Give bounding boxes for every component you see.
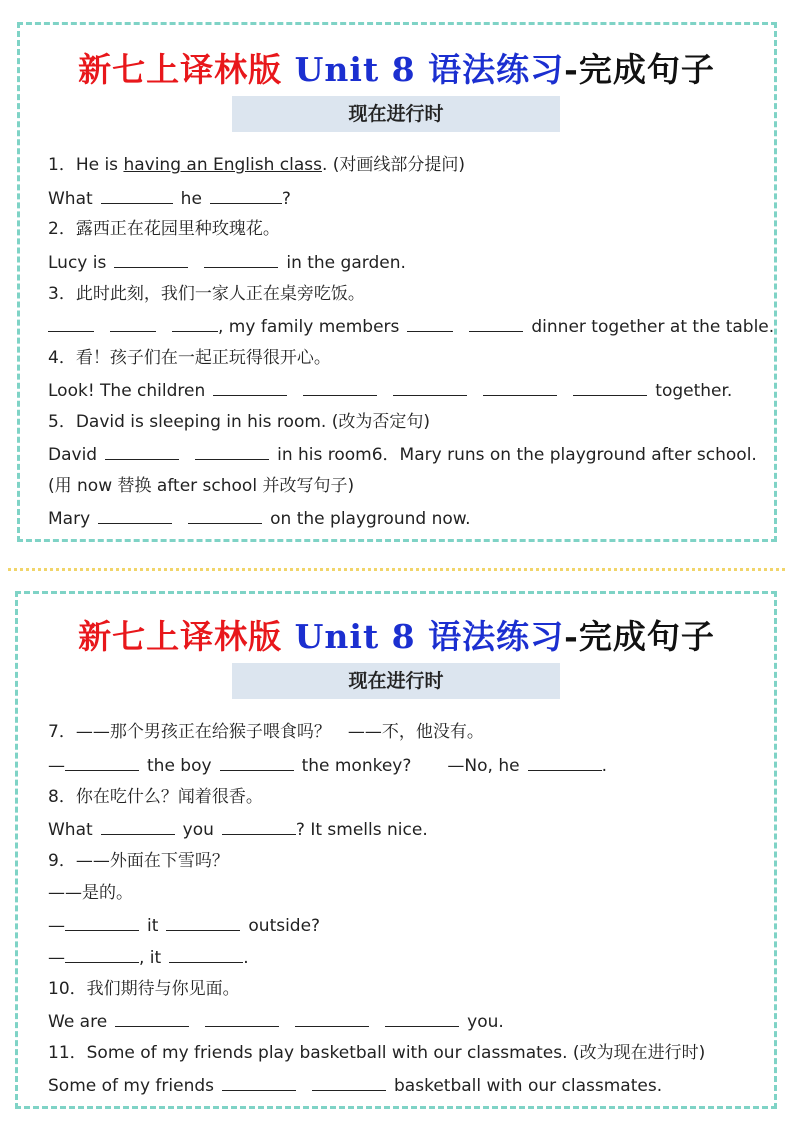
a11-text-a: Some of my friends [48,1076,215,1096]
blank[interactable] [204,251,278,268]
card1-title-red: 新七上译林版 [78,50,283,89]
card1-subtitle: 现在进行时 [232,96,560,132]
a9a-text-c: outside? [248,916,321,936]
a10-text-b: you. [467,1012,504,1032]
blank[interactable] [407,315,453,332]
blank[interactable] [101,187,173,204]
blank[interactable] [65,946,139,963]
card1-title-blue: Unit 8 语法练习 [294,50,565,89]
question-10: 10．我们期待与你见面。 [48,979,240,999]
blank[interactable] [213,379,287,396]
question-5: 5．David is sleeping in his room. (改为否定句) [48,412,430,432]
question-9: 9．——外面在下雪吗？ [48,851,229,871]
blank[interactable] [303,379,377,396]
blank[interactable] [65,754,139,771]
card2-title-red: 新七上译林版 [78,617,283,656]
blank[interactable] [65,914,139,931]
card2-subtitle: 现在进行时 [232,663,560,699]
a5-text-a: David [48,445,98,465]
answer-10 [48,1010,504,1033]
q1-text-b: . (对画线部分提问) [321,155,466,175]
answer-5 [48,443,757,466]
blank[interactable] [205,1010,279,1027]
card2-title-blue: Unit 8 语法练习 [294,617,565,656]
blank[interactable] [312,1074,386,1091]
blank[interactable] [98,507,172,524]
answer-2 [48,251,406,274]
a8-text-c: ? It smells nice. [295,820,428,840]
answer-4 [48,379,732,402]
question-4: 4．看！孩子们在一起正玩得很开心。 [48,348,331,368]
answer-9b [48,946,249,969]
a7-text-e: . [601,756,607,776]
a2-text-b: in the garden. [286,253,406,273]
a9a-text-b: it [147,916,159,936]
blank[interactable] [222,818,296,835]
blank[interactable] [528,754,602,771]
question-6-instruction: (用 now 替换 after school 并改写句子) [48,476,355,496]
a7-text-d: —No, he [447,756,520,776]
card2-title-black: -完成句子 [564,617,715,656]
blank[interactable] [110,315,156,332]
blank[interactable] [115,1010,189,1027]
a8-text-b: you [182,820,214,840]
a1-text-a: What [48,189,93,209]
a9b-text-a: — [48,948,65,968]
a8-text-a: What [48,820,93,840]
blank[interactable] [573,379,647,396]
blank[interactable] [188,507,262,524]
a7-text-c: the monkey? [301,756,412,776]
q1-text-a: 1．He is [48,155,124,175]
question-3: 3．此时此刻，我们一家人正在桌旁吃饭。 [48,284,365,304]
a2-text-a: Lucy is [48,253,107,273]
a9b-text-b: , it [139,948,162,968]
answer-3 [48,315,774,338]
blank[interactable] [114,251,188,268]
answer-8 [48,818,428,841]
blank[interactable] [105,443,179,460]
a4-text-a: Look! The children [48,381,206,401]
blank[interactable] [469,315,523,332]
blank[interactable] [220,754,294,771]
blank[interactable] [385,1010,459,1027]
a3-text-a: , my family members [218,317,400,337]
a7-text-a: — [48,756,65,776]
blank[interactable] [210,187,282,204]
blank[interactable] [169,946,243,963]
a4-text-b: together. [655,381,733,401]
blank[interactable] [483,379,557,396]
blank[interactable] [166,914,240,931]
answer-6 [48,507,471,530]
a11-text-b: basketball with our classmates. [394,1076,663,1096]
a9a-text-a: — [48,916,65,936]
blank[interactable] [48,315,94,332]
answer-11 [48,1074,662,1097]
question-9-reply: ——是的。 [48,883,133,903]
question-11: 11．Some of my friends play basketball with our classmates. (改为现在进行时) [48,1043,706,1063]
question-8: 8．你在吃什么？闻着很香。 [48,787,263,807]
answer-7 [48,754,607,777]
question-1 [48,154,465,176]
a10-text-a: We are [48,1012,108,1032]
a5-text-b: in his room6．Mary runs on the playground after school. [277,445,757,465]
card1-title [0,44,793,91]
a6-text-b: on the playground now. [270,509,471,529]
question-2: 2．露西正在花园里种玫瑰花。 [48,219,280,239]
question-7: 7．——那个男孩正在给猴子喂食吗？ ——不，他没有。 [48,722,484,742]
blank[interactable] [195,443,269,460]
q1-underlined: having an English class [123,155,322,175]
a1-text-b: he [180,189,202,209]
answer-9a [48,914,320,937]
blank[interactable] [101,818,175,835]
a3-text-b: dinner together at the table. [531,317,775,337]
a1-text-c: ? [281,189,291,209]
a9b-text-c: . [243,948,249,968]
blank[interactable] [172,315,218,332]
blank[interactable] [393,379,467,396]
a7-text-b: the boy [147,756,212,776]
blank[interactable] [222,1074,296,1091]
card1-title-black: -完成句子 [564,50,715,89]
card2-title [0,611,793,658]
blank[interactable] [295,1010,369,1027]
answer-1 [48,187,291,210]
a6-text-a: Mary [48,509,91,529]
dotted-divider [8,568,785,571]
